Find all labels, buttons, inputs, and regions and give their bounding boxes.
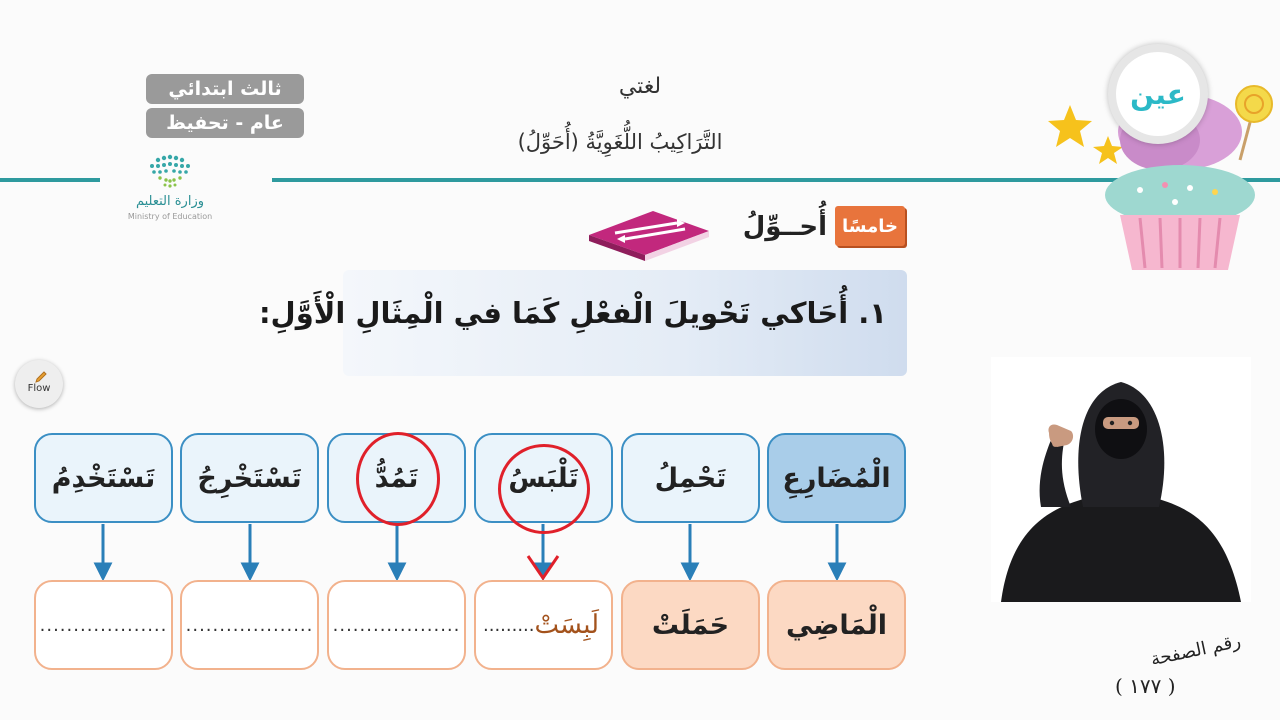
answer-card: حَمَلَتْ — [621, 580, 760, 670]
verb-card: تَلْبَسُ — [474, 433, 613, 523]
verb-card: تَسْتَخْدِمُ — [34, 433, 173, 523]
lesson-title: التَّرَاكِيبُ اللُّغَوِيَّةُ (أُحَوِّلُ) — [517, 130, 723, 154]
brand-logo-text: عين — [1116, 52, 1200, 136]
answer-dots: ......... — [483, 614, 535, 636]
verb-header-card: الْمُضَارِعِ — [767, 433, 906, 523]
answer-blank[interactable]: ................... — [327, 580, 466, 670]
flow-button[interactable] — [15, 360, 63, 408]
instruction-banner — [258, 270, 907, 376]
grade-badge: ثالث ابتدائي — [146, 74, 304, 104]
brand-logo — [1108, 44, 1208, 144]
page-label: رقم الصفحة — [1148, 630, 1243, 671]
handwritten-answer: لَبِسَتْ — [534, 610, 599, 640]
ministry-name-ar: وزارة التعليم — [135, 194, 205, 209]
ministry-name-en: Ministry of Education — [127, 212, 213, 221]
answer-blank[interactable]: ................... — [180, 580, 319, 670]
header-divider-left — [0, 178, 100, 182]
verb-card: تَمُدُّ — [327, 433, 466, 523]
annotation-circle — [498, 444, 590, 534]
page-number: ( ١٧٧ ) — [1115, 674, 1176, 698]
interpreter-video — [991, 357, 1251, 602]
answer-card-handwritten[interactable] — [474, 580, 613, 670]
track-badge: عام - تحفيظ — [146, 108, 304, 138]
pencil-icon — [34, 370, 48, 384]
verb-card: تَحْمِلُ — [621, 433, 760, 523]
book-icon — [585, 205, 713, 263]
flow-label: Flow — [27, 383, 51, 394]
section-tag: خامسًا — [835, 206, 905, 246]
answer-blank[interactable]: ................... — [34, 580, 173, 670]
annotation-circle — [356, 432, 440, 526]
verb-card: تَسْتَخْرِجُ — [180, 433, 319, 523]
section-title: أُحــوِّلُ — [742, 212, 827, 242]
ministry-logo — [110, 150, 230, 224]
instruction-text: ١. أُحَاكي تَحْويلَ الْفعْلِ كَمَا في الْمِثَالِ الْأَوَّلِ: — [258, 296, 887, 330]
interpreter-figure — [991, 357, 1251, 602]
arrows — [0, 520, 920, 582]
answer-header-card: الْمَاضِي — [767, 580, 906, 670]
subject-title: لغتي — [618, 74, 662, 99]
ministry-emblem-icon — [110, 150, 230, 192]
